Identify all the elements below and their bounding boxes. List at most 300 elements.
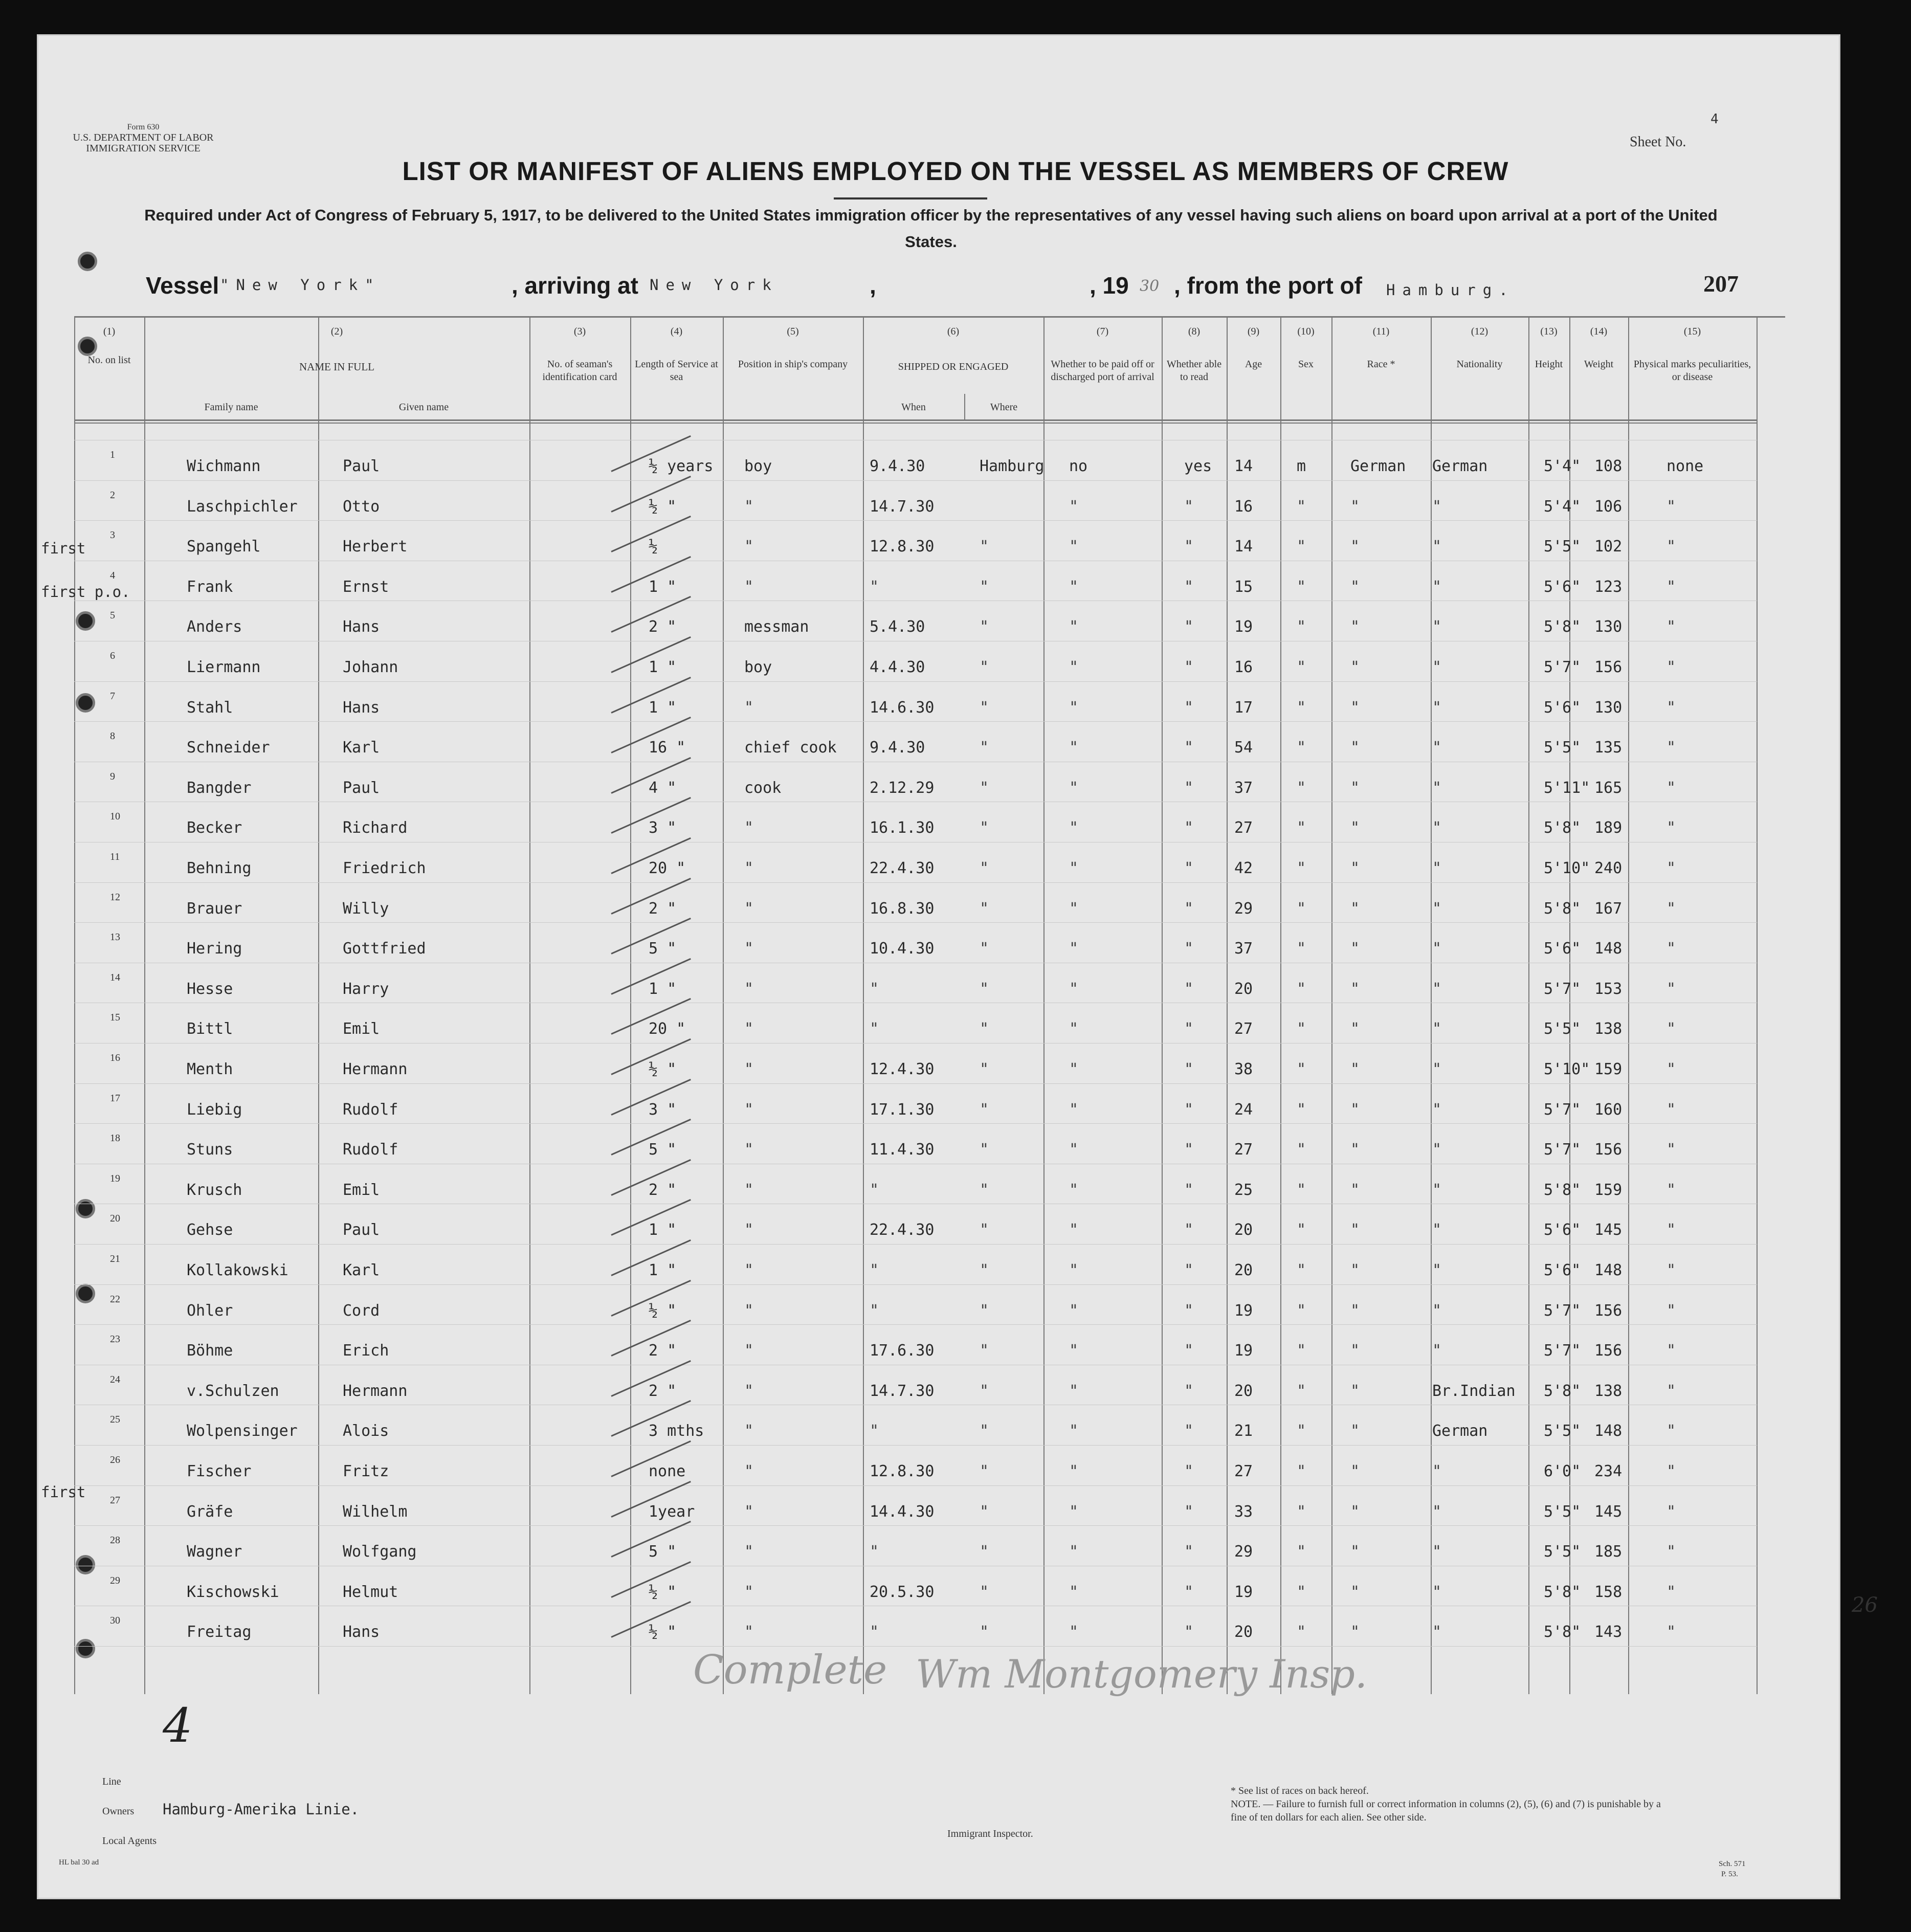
cell-height: 5'5": [1544, 1502, 1581, 1521]
cell-given: Karl: [343, 1261, 380, 1279]
cell-height: 5'11": [1544, 779, 1590, 797]
cell-age: 27: [1234, 1141, 1253, 1159]
cell-position: ": [744, 980, 754, 998]
row-number: 12: [110, 891, 120, 903]
cell-age: 17: [1234, 698, 1253, 717]
cell-height: 5'6": [1544, 1221, 1581, 1239]
handwritten-number: 4: [163, 1698, 193, 1753]
cell-nationality: ": [1432, 1141, 1442, 1159]
cell-marks: ": [1666, 618, 1676, 636]
cell-height: 5'4": [1544, 497, 1581, 516]
row-number: 22: [110, 1293, 120, 1305]
column-divider: [1569, 316, 1570, 1694]
cell-sex: ": [1297, 1502, 1306, 1521]
cell-family: Böhme: [187, 1342, 233, 1360]
cell-paid: ": [1069, 739, 1079, 757]
cell-family: Bittl: [187, 1020, 233, 1038]
row-number: 27: [110, 1494, 120, 1506]
cell-height: 5'7": [1544, 1342, 1581, 1360]
cell-when: 22.4.30: [870, 1221, 935, 1239]
column-number: (10): [1297, 326, 1315, 337]
row-rule: [74, 1083, 1757, 1084]
cell-paid: ": [1069, 698, 1079, 717]
cell-read: ": [1184, 1583, 1194, 1601]
cell-nationality: ": [1432, 1020, 1442, 1038]
cell-weight: 102: [1594, 538, 1623, 556]
cell-age: 37: [1234, 779, 1253, 797]
column-number: (6): [947, 326, 960, 337]
cell-marks: ": [1666, 899, 1676, 918]
cell-race: ": [1350, 1342, 1360, 1360]
cell-read: ": [1184, 1060, 1194, 1078]
column-number: (2): [330, 326, 343, 337]
cell-weight: 108: [1594, 457, 1623, 475]
cell-family: Stahl: [187, 698, 233, 717]
cell-race: ": [1350, 1100, 1360, 1119]
cell-paid: ": [1069, 1422, 1079, 1440]
cell-when: ": [870, 1181, 879, 1199]
cell-weight: 156: [1594, 1342, 1623, 1360]
cell-where: ": [980, 1623, 989, 1641]
cell-race: ": [1350, 980, 1360, 998]
row-number: 28: [110, 1535, 120, 1546]
column-header: Whether able to read: [1166, 359, 1222, 383]
cell-marks: ": [1666, 819, 1676, 837]
cell-height: 5'5": [1544, 1422, 1581, 1440]
cell-weight: 148: [1594, 1261, 1623, 1279]
cell-where: ": [980, 1342, 989, 1360]
cell-family: Liermann: [187, 658, 261, 676]
cell-when: 9.4.30: [870, 457, 925, 475]
cell-paid: ": [1069, 1020, 1079, 1038]
margin-note: first: [41, 540, 86, 557]
cell-nationality: ": [1432, 940, 1442, 958]
cell-position: ": [744, 1502, 754, 1521]
cell-nationality: ": [1432, 779, 1442, 797]
notes-block: [1231, 1784, 1665, 1824]
cell-race: ": [1350, 578, 1360, 596]
cell-height: 5'10": [1544, 1060, 1590, 1078]
cell-when: ": [870, 578, 879, 596]
cell-family: Wichmann: [187, 457, 261, 475]
cell-where: ": [980, 1462, 989, 1480]
row-rule: [74, 1123, 1757, 1124]
arrival-port: New York: [650, 276, 779, 294]
cell-read: ": [1184, 1221, 1194, 1239]
cell-nationality: ": [1432, 538, 1442, 556]
cell-race: ": [1350, 1462, 1360, 1480]
cell-age: 19: [1234, 1342, 1253, 1360]
cell-weight: 130: [1594, 618, 1623, 636]
cell-given: Cord: [343, 1301, 380, 1320]
complete-annotation: Complete: [693, 1647, 887, 1693]
cell-race: ": [1350, 819, 1360, 837]
cell-service: 1 ": [649, 658, 677, 676]
row-number: 4: [110, 569, 115, 581]
cell-marks: ": [1666, 1623, 1676, 1641]
cell-age: 14: [1234, 457, 1253, 475]
cell-paid: ": [1069, 497, 1079, 516]
row-rule: [74, 1445, 1757, 1446]
cell-paid: ": [1069, 1141, 1079, 1159]
cell-height: 5'5": [1544, 538, 1581, 556]
cell-race: ": [1350, 1502, 1360, 1521]
cell-nationality: ": [1432, 1462, 1442, 1480]
sheet-label: Sheet No.: [1630, 134, 1686, 150]
cell-sex: ": [1297, 1623, 1306, 1641]
row-number: 5: [110, 610, 115, 621]
cell-position: ": [744, 497, 754, 516]
cell-where: ": [980, 980, 989, 998]
arriving-label: , arriving at: [512, 272, 638, 299]
cell-marks: ": [1666, 779, 1676, 797]
cell-given: Friedrich: [343, 859, 426, 877]
cell-age: 14: [1234, 538, 1253, 556]
cell-paid: ": [1069, 1583, 1079, 1601]
cell-when: ": [870, 1261, 879, 1279]
row-number: 11: [110, 851, 120, 862]
cell-service: 2 ": [649, 618, 677, 636]
cell-sex: ": [1297, 497, 1306, 516]
row-number: 26: [110, 1454, 120, 1465]
cell-sex: ": [1297, 1382, 1306, 1400]
column-number: (3): [573, 326, 586, 337]
column-header: SHIPPED OR ENGAGED: [898, 361, 1009, 372]
cell-sex: ": [1297, 698, 1306, 717]
cell-given: Willy: [343, 899, 389, 918]
row-rule: [74, 480, 1757, 481]
cell-nationality: ": [1432, 698, 1442, 717]
cell-position: ": [744, 940, 754, 958]
cell-family: Bangder: [187, 779, 252, 797]
cell-age: 16: [1234, 497, 1253, 516]
cell-race: ": [1350, 779, 1360, 797]
cell-sex: ": [1297, 1141, 1306, 1159]
cell-service: 2 ": [649, 1382, 677, 1400]
cell-given: Hans: [343, 1623, 380, 1641]
row-rule: [74, 922, 1757, 923]
cell-nationality: ": [1432, 1221, 1442, 1239]
cell-where: ": [980, 1181, 989, 1199]
cell-position: boy: [744, 658, 772, 676]
column-divider: [1227, 316, 1228, 1694]
cell-given: Gottfried: [343, 940, 426, 958]
cell-age: 19: [1234, 1301, 1253, 1320]
column-divider: [1331, 316, 1332, 1694]
penalty-note: NOTE. — Failure to furnish full or correct information in columns (2), (5), (6) and (7) is punishable by a fine of ten dollars for each alien. See other side.: [1231, 1798, 1661, 1823]
cell-position: ": [744, 1623, 754, 1641]
cell-sex: ": [1297, 618, 1306, 636]
row-number: 17: [110, 1092, 120, 1104]
row-rule: [74, 681, 1757, 682]
cell-nationality: ": [1432, 1583, 1442, 1601]
cell-nationality: ": [1432, 1623, 1442, 1641]
cell-where: ": [980, 1060, 989, 1078]
cell-height: 5'8": [1544, 819, 1581, 837]
cell-where: ": [980, 779, 989, 797]
column-divider: [1431, 316, 1432, 1694]
cell-sex: ": [1297, 578, 1306, 596]
cell-race: ": [1350, 1221, 1360, 1239]
cell-sex: ": [1297, 1543, 1306, 1561]
cell-where: ": [980, 1020, 989, 1038]
punch-hole: [76, 1555, 95, 1574]
cell-age: 20: [1234, 1382, 1253, 1400]
cell-when: ": [870, 1623, 879, 1641]
cell-service: 2 ": [649, 1181, 677, 1199]
cell-race: ": [1350, 1181, 1360, 1199]
column-number: (15): [1683, 326, 1701, 337]
cell-given: Hermann: [343, 1382, 408, 1400]
cell-age: 19: [1234, 618, 1253, 636]
cell-age: 15: [1234, 578, 1253, 596]
cell-race: ": [1350, 1382, 1360, 1400]
cell-weight: 240: [1594, 859, 1623, 877]
line-label: Line: [102, 1776, 121, 1787]
cell-given: Hans: [343, 618, 380, 636]
cell-given: Richard: [343, 819, 408, 837]
cell-given: Rudolf: [343, 1100, 398, 1119]
cell-when: 16.8.30: [870, 899, 935, 918]
cell-marks: ": [1666, 578, 1676, 596]
cell-position: ": [744, 1221, 754, 1239]
cell-read: ": [1184, 859, 1194, 877]
row-number: 18: [110, 1132, 120, 1144]
cell-where: ": [980, 1422, 989, 1440]
column-number: (7): [1096, 326, 1109, 337]
cell-family: Becker: [187, 819, 242, 837]
row-number: 10: [110, 811, 120, 823]
cell-weight: 106: [1594, 497, 1623, 516]
cell-position: ": [744, 1342, 754, 1360]
cell-sex: ": [1297, 1261, 1306, 1279]
cell-position: ": [744, 1060, 754, 1078]
cell-weight: 158: [1594, 1583, 1623, 1601]
cell-service: 1 ": [649, 1221, 677, 1239]
cell-weight: 123: [1594, 578, 1623, 596]
cell-sex: ": [1297, 739, 1306, 757]
cell-paid: ": [1069, 578, 1079, 596]
cell-when: 14.6.30: [870, 698, 935, 717]
cell-service: 5 ": [649, 940, 677, 958]
cell-age: 20: [1234, 980, 1253, 998]
cell-weight: 143: [1594, 1623, 1623, 1641]
cell-family: Fischer: [187, 1462, 252, 1480]
column-header: Whether to be paid off or discharged port of arrival: [1051, 359, 1154, 383]
cell-weight: 156: [1594, 1301, 1623, 1320]
year-prefix: , 19: [1090, 272, 1129, 299]
cell-paid: ": [1069, 779, 1079, 797]
cell-where: ": [980, 1502, 989, 1521]
cell-given: Wilhelm: [343, 1502, 408, 1521]
title-divider: [834, 197, 987, 199]
cell-read: ": [1184, 1543, 1194, 1561]
cell-where: ": [980, 739, 989, 757]
cell-read: ": [1184, 1462, 1194, 1480]
cell-paid: ": [1069, 1382, 1079, 1400]
cell-read: ": [1184, 739, 1194, 757]
column-number: (8): [1188, 326, 1201, 337]
row-number: 1: [110, 449, 115, 460]
row-rule: [74, 1646, 1757, 1647]
cell-service: ½ ": [649, 1301, 677, 1320]
cell-when: ": [870, 980, 879, 998]
cell-height: 5'7": [1544, 1100, 1581, 1119]
page-title: LIST OR MANIFEST OF ALIENS EMPLOYED ON THE VESSEL AS MEMBERS OF CREW: [402, 157, 1509, 186]
cell-race: ": [1350, 1301, 1360, 1320]
cell-when: 12.4.30: [870, 1060, 935, 1078]
cell-marks: ": [1666, 1422, 1676, 1440]
cell-age: 27: [1234, 1020, 1253, 1038]
cell-sex: ": [1297, 1060, 1306, 1078]
cell-marks: ": [1666, 1462, 1676, 1480]
cell-weight: 159: [1594, 1181, 1623, 1199]
cell-paid: ": [1069, 1100, 1079, 1119]
column-number: (9): [1247, 326, 1260, 337]
cell-service: 4 ": [649, 779, 677, 797]
cell-height: 5'8": [1544, 618, 1581, 636]
cell-sex: ": [1297, 779, 1306, 797]
cell-weight: 156: [1594, 658, 1623, 676]
row-number: 7: [110, 690, 115, 702]
cell-nationality: ": [1432, 980, 1442, 998]
cell-paid: ": [1069, 1462, 1079, 1480]
column-divider: [863, 316, 864, 1694]
service-name: IMMIGRATION SERVICE: [86, 143, 201, 154]
cell-read: ": [1184, 940, 1194, 958]
owners-label: Owners: [102, 1806, 135, 1817]
cell-position: messman: [744, 618, 809, 636]
margin-note-right: 26: [1852, 1593, 1878, 1617]
column-divider: [1162, 316, 1163, 1694]
cell-where: ": [980, 578, 989, 596]
inspector-label: Immigrant Inspector.: [947, 1828, 1033, 1839]
column-header: Nationality: [1456, 359, 1503, 370]
punch-hole: [76, 693, 95, 713]
cell-race: ": [1350, 1020, 1360, 1038]
row-rule: [74, 1244, 1757, 1245]
cell-paid: ": [1069, 1261, 1079, 1279]
cell-marks: ": [1666, 1382, 1676, 1400]
cell-race: ": [1350, 899, 1360, 918]
cell-when: 17.6.30: [870, 1342, 935, 1360]
cell-service: 2 ": [649, 899, 677, 918]
cell-nationality: Br.Indian: [1432, 1382, 1516, 1400]
column-divider: [144, 316, 145, 1694]
cell-age: 24: [1234, 1100, 1253, 1119]
cell-where: ": [980, 698, 989, 717]
cell-read: ": [1184, 1020, 1194, 1038]
cell-height: 5'5": [1544, 1020, 1581, 1038]
header-bottom-rule: [74, 423, 1757, 424]
cell-age: 29: [1234, 1543, 1253, 1561]
cell-sex: ": [1297, 1301, 1306, 1320]
cell-family: v.Schulzen: [187, 1382, 279, 1400]
cell-family: Ohler: [187, 1301, 233, 1320]
cell-family: Anders: [187, 618, 242, 636]
cell-when: 14.4.30: [870, 1502, 935, 1521]
cell-service: 1 ": [649, 578, 677, 596]
department-header: [59, 122, 228, 154]
cell-nationality: ": [1432, 1301, 1442, 1320]
cell-nationality: German: [1432, 1422, 1488, 1440]
department-name: U.S. DEPARTMENT OF LABOR: [73, 132, 214, 143]
row-rule: [74, 1485, 1757, 1486]
cell-marks: ": [1666, 859, 1676, 877]
row-number: 20: [110, 1213, 120, 1225]
cell-nationality: ": [1432, 658, 1442, 676]
vessel-label: Vessel: [146, 272, 219, 299]
cell-read: ": [1184, 1301, 1194, 1320]
cell-when: 11.4.30: [870, 1141, 935, 1159]
column-divider: [1628, 316, 1629, 1694]
cell-given: Wolfgang: [343, 1543, 417, 1561]
from-port-label: , from the port of: [1174, 272, 1362, 299]
column-header: Sex: [1298, 359, 1314, 370]
cell-weight: 153: [1594, 980, 1623, 998]
cell-marks: ": [1666, 1100, 1676, 1119]
departure-port: Hamburg.: [1386, 281, 1515, 299]
cell-paid: ": [1069, 980, 1079, 998]
cell-marks: ": [1666, 739, 1676, 757]
cell-when: ": [870, 1543, 879, 1561]
cell-height: 5'7": [1544, 1301, 1581, 1320]
list-number: 207: [1703, 271, 1739, 297]
cell-service: ½ ": [649, 497, 677, 516]
cell-height: 5'8": [1544, 1583, 1581, 1601]
cell-race: ": [1350, 1060, 1360, 1078]
cell-height: 5'8": [1544, 1623, 1581, 1641]
cell-paid: ": [1069, 1623, 1079, 1641]
cell-paid: ": [1069, 658, 1079, 676]
cell-read: ": [1184, 1623, 1194, 1641]
cell-age: 25: [1234, 1181, 1253, 1199]
header-bottom-rule: [74, 419, 1757, 421]
cell-age: 20: [1234, 1261, 1253, 1279]
race-note: * See list of races on back hereof.: [1231, 1785, 1369, 1796]
schedule-number: Sch. 571: [1719, 1860, 1746, 1868]
cell-marks: ": [1666, 1181, 1676, 1199]
cell-height: 5'6": [1544, 578, 1581, 596]
cell-when: 2.12.29: [870, 779, 935, 797]
cell-read: ": [1184, 1422, 1194, 1440]
cell-read: ": [1184, 1342, 1194, 1360]
cell-where: ": [980, 1100, 989, 1119]
cell-when: 10.4.30: [870, 940, 935, 958]
cell-service: 1year: [649, 1502, 695, 1521]
cell-position: ": [744, 1100, 754, 1119]
row-rule: [74, 1324, 1757, 1325]
cell-age: 37: [1234, 940, 1253, 958]
cell-race: ": [1350, 538, 1360, 556]
cell-marks: ": [1666, 980, 1676, 998]
cell-height: 5'6": [1544, 1261, 1581, 1279]
agents-label: Local Agents: [102, 1835, 157, 1847]
cell-race: ": [1350, 940, 1360, 958]
column-header: Position in ship's company: [738, 359, 848, 370]
page-subtitle: Required under Act of Congress of February 5, 1917, to be delivered to the United States immigration officer by the representatives of any vessel having such aliens on board upon arrival at a port of the United States.: [144, 206, 1718, 251]
cell-when: 4.4.30: [870, 658, 925, 676]
cell-read: ": [1184, 618, 1194, 636]
cell-nationality: ": [1432, 859, 1442, 877]
cell-given: Paul: [343, 779, 380, 797]
cell-when: ": [870, 1020, 879, 1038]
cell-family: Frank: [187, 578, 233, 596]
cell-sex: ": [1297, 1181, 1306, 1199]
punch-hole: [76, 1639, 95, 1658]
cell-marks: ": [1666, 1301, 1676, 1320]
cell-paid: ": [1069, 819, 1079, 837]
